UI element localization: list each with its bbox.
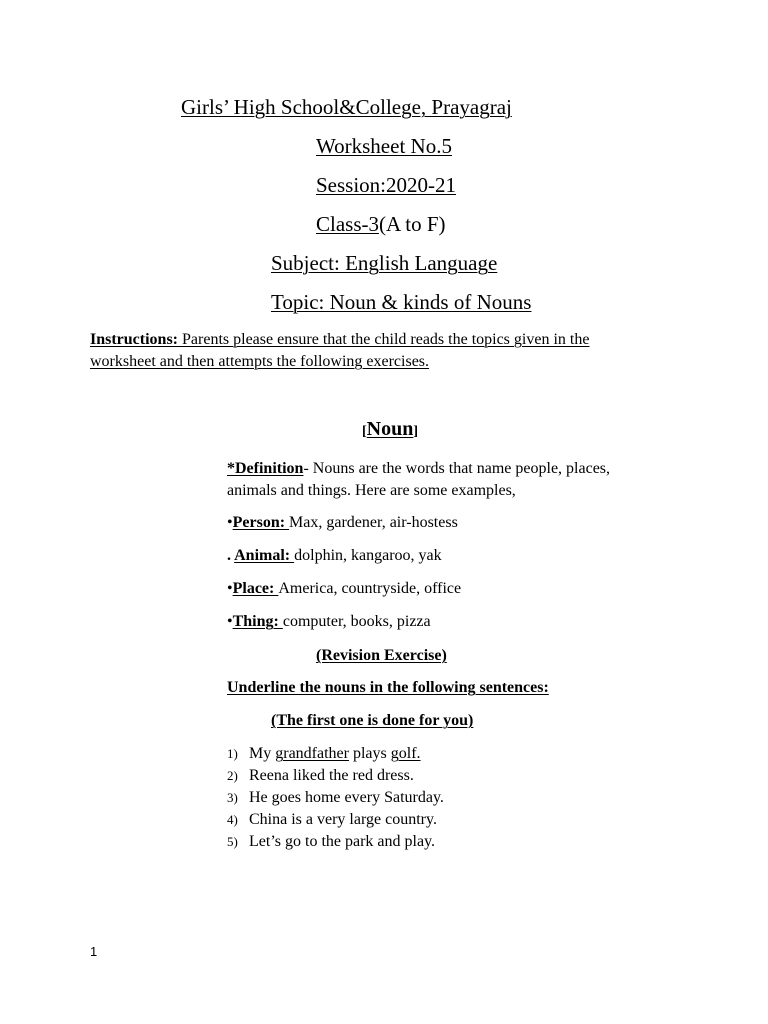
- subject: Subject: English Language: [271, 251, 498, 275]
- sentence: Let’s go to the park and play.: [249, 833, 436, 850]
- school-name: Girls’ High School&College, Prayagraj: [181, 95, 512, 119]
- bracket-open: [: [362, 424, 367, 439]
- class-section: (A to F): [379, 212, 446, 236]
- sentence: Reena liked the red dress.: [249, 767, 414, 784]
- instructions-text: Parents please ensure that the child reads the topics given in the: [178, 331, 590, 348]
- definition-label: *Definition: [227, 460, 304, 477]
- exercise-heading: (Revision Exercise): [316, 647, 447, 664]
- definition-line-1: [227, 458, 610, 480]
- example-thing: [227, 611, 431, 633]
- list-number: 3): [227, 790, 238, 805]
- sentence: China is a very large country.: [249, 811, 437, 828]
- bullet: .: [227, 547, 235, 564]
- noun-heading: [362, 418, 418, 441]
- class-line: [316, 212, 446, 237]
- bracket-close: ]: [413, 424, 419, 439]
- definition-line-2: animals and things. Here are some examples,: [227, 482, 516, 499]
- example-text: America, countryside, office: [278, 580, 462, 597]
- example-label: Thing:: [232, 613, 283, 630]
- noun-title: Noun: [366, 418, 414, 440]
- underlined-noun: golf.: [390, 745, 421, 762]
- class-label: Class-3: [316, 212, 379, 236]
- instructions-line-1: [90, 329, 589, 351]
- topic: Topic: Noun & kinds of Nouns: [271, 290, 532, 314]
- sentence: He goes home every Saturday.: [249, 789, 444, 806]
- list-item: [227, 787, 444, 809]
- example-person: [227, 512, 458, 534]
- bullet: •: [227, 514, 233, 531]
- example-label: Person:: [232, 514, 290, 531]
- bullet: •: [227, 613, 233, 630]
- instructions-label: Instructions:: [90, 331, 179, 348]
- example-text: computer, books, pizza: [282, 613, 431, 630]
- example-place: [227, 578, 461, 600]
- session: Session:2020-21: [316, 173, 457, 197]
- list-item: [227, 809, 437, 831]
- exercise-note: (The first one is done for you): [271, 712, 474, 729]
- list-number: 4): [227, 812, 238, 827]
- sentence-part: plays: [348, 745, 391, 762]
- example-label: Place:: [232, 580, 279, 597]
- bullet: •: [227, 580, 233, 597]
- example-text: Max, gardener, air-hostess: [289, 514, 458, 531]
- instructions-line-2: worksheet and then attempts the following exercises.: [90, 353, 430, 370]
- page-number: 1: [90, 944, 98, 959]
- underlined-noun: grandfather: [275, 745, 349, 762]
- list-item: [227, 743, 421, 765]
- worksheet-number: Worksheet No.5: [316, 134, 452, 158]
- list-number: 2): [227, 768, 238, 783]
- list-number: 5): [227, 834, 238, 849]
- list-item: [227, 831, 435, 853]
- example-animal: [227, 545, 442, 567]
- list-item: [227, 765, 414, 787]
- exercise-instruction: Underline the nouns in the following sentences:: [227, 679, 549, 696]
- sentence-part: My: [249, 745, 276, 762]
- example-label: Animal:: [234, 547, 295, 564]
- definition-text: - Nouns are the words that name people, places,: [303, 460, 611, 477]
- list-number: 1): [227, 746, 238, 761]
- example-text: dolphin, kangaroo, yak: [294, 547, 442, 564]
